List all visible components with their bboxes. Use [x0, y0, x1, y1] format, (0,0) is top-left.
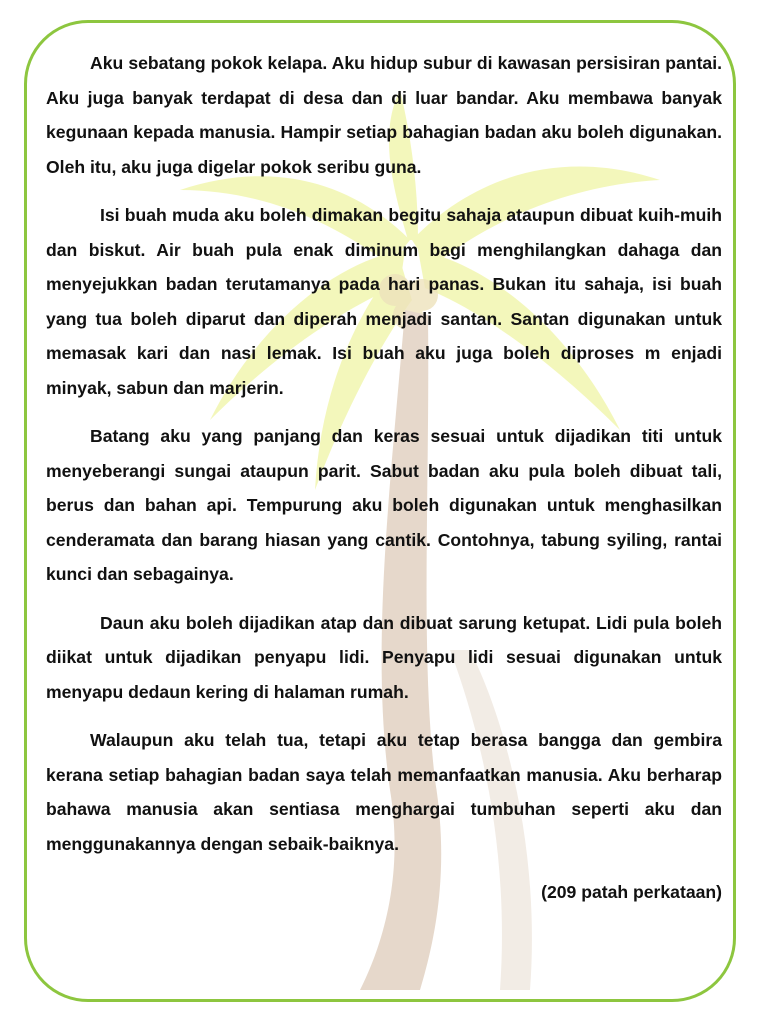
- word-count: (209 patah perkataan): [541, 882, 722, 902]
- paragraph-4: Daun aku boleh dijadikan atap dan dibuat sarung ketupat. Lidi pula boleh diikat untuk dijadikan penyapu lidi. Penyapu lidi sesuai digunakan untuk menyapu dedaun kering di halaman rumah.: [46, 612, 722, 702]
- essay-body: [46, 46, 722, 910]
- paragraph-3: Batang aku yang panjang dan keras sesuai untuk dijadikan titi untuk menyeberangi sungai ataupun parit. Sabut badan aku pula boleh dibuat tali, berus dan bahan api. Tempurung aku boleh digunakan untuk menghasilkan cenderamata dan barang hiasan yang cantik. Contohnya, tabung syiling, rantai kunci dan sebagainya.: [46, 426, 722, 584]
- paragraph-5: Walaupun aku telah tua, tetapi aku tetap berasa bangga dan gembira kerana setiap bahagian badan saya telah memanfaatkan manusia. Aku berharap bahawa manusia akan sentiasa menghargai tumbuhan seperti aku dan menggunakannya dengan sebaik-baiknya.: [46, 730, 722, 854]
- paragraph-1: Aku sebatang pokok kelapa. Aku hidup subur di kawasan persisiran pantai. Aku juga banyak terdapat di desa dan di luar bandar. Aku membawa banyak kegunaan kepada manusia. Hampir setiap bahagian badan aku boleh digunakan. Oleh itu, aku juga digelar pokok seribu guna.: [46, 53, 722, 177]
- paragraph-2: Isi buah muda aku boleh dimakan begitu sahaja ataupun dibuat kuih-muih dan biskut. Air buah pula enak diminum bagi menghilangkan dahaga dan menyejukkan badan terutamanya pada hari panas. Bukan itu sahaja, isi buah yang tua boleh diparut dan diperah menjadi santan. Santan digunakan untuk memasak kari dan nasi lemak. Isi buah aku juga boleh diproses m enjadi minyak, sabun dan marjerin.: [46, 205, 722, 398]
